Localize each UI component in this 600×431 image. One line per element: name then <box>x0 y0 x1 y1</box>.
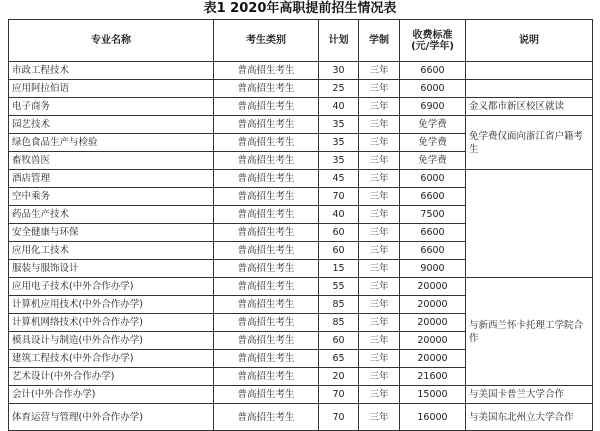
cell-fee: 16000 <box>400 404 466 431</box>
cell-plan: 45 <box>319 170 359 188</box>
cell-major: 计算机网络技术(中外合作办学) <box>9 314 214 332</box>
cell-fee: 6000 <box>400 80 466 98</box>
cell-category: 普高招生考生 <box>214 260 319 278</box>
cell-category: 普高招生考生 <box>214 350 319 368</box>
cell-category: 普高招生考生 <box>214 314 319 332</box>
cell-note-empty <box>466 170 593 278</box>
cell-fee: 6000 <box>400 170 466 188</box>
cell-note: 免学费仅面向浙江省户籍考生 <box>466 116 593 170</box>
cell-plan: 85 <box>319 314 359 332</box>
cell-major: 酒店管理 <box>9 170 214 188</box>
cell-duration: 三年 <box>359 98 400 116</box>
cell-plan: 35 <box>319 152 359 170</box>
cell-major: 市政工程技术 <box>9 62 214 80</box>
cell-duration: 三年 <box>359 170 400 188</box>
cell-fee: 6600 <box>400 62 466 80</box>
cell-fee: 6600 <box>400 224 466 242</box>
table-row <box>9 386 593 404</box>
header-note: 说明 <box>466 20 593 62</box>
cell-fee: 21600 <box>400 368 466 386</box>
cell-fee: 7500 <box>400 206 466 224</box>
cell-category: 普高招生考生 <box>214 116 319 134</box>
cell-category: 普高招生考生 <box>214 404 319 431</box>
cell-plan: 40 <box>319 98 359 116</box>
cell-major: 应用化工技术 <box>9 242 214 260</box>
header-major: 专业名称 <box>9 20 214 62</box>
cell-note: 与美国卡普兰大学合作 <box>466 386 593 404</box>
table-row <box>9 80 593 98</box>
table-row <box>9 62 593 80</box>
cell-plan: 55 <box>319 278 359 296</box>
table-row <box>9 170 593 188</box>
cell-duration: 三年 <box>359 134 400 152</box>
cell-major: 体育运营与管理(中外合作办学) <box>9 404 214 431</box>
cell-fee: 20000 <box>400 332 466 350</box>
cell-fee: 6600 <box>400 242 466 260</box>
cell-fee: 15000 <box>400 386 466 404</box>
header-fee: 收费标准 (元/学年) <box>400 20 466 62</box>
cell-duration: 三年 <box>359 368 400 386</box>
cell-plan: 60 <box>319 224 359 242</box>
cell-category: 普高招生考生 <box>214 206 319 224</box>
cell-duration: 三年 <box>359 80 400 98</box>
cell-category: 普高招生考生 <box>214 224 319 242</box>
cell-fee: 6600 <box>400 188 466 206</box>
cell-category: 普高招生考生 <box>214 98 319 116</box>
cell-duration: 三年 <box>359 350 400 368</box>
cell-fee: 免学费 <box>400 116 466 134</box>
cell-major: 园艺技术 <box>9 116 214 134</box>
cell-fee: 9000 <box>400 260 466 278</box>
cell-note: 金义都市新区校区就读 <box>466 98 593 116</box>
cell-note: 与新西兰怀卡托理工学院合作 <box>466 278 593 386</box>
cell-major: 艺术设计(中外合作办学) <box>9 368 214 386</box>
cell-duration: 三年 <box>359 242 400 260</box>
cell-fee: 免学费 <box>400 134 466 152</box>
cell-category: 普高招生考生 <box>214 80 319 98</box>
cell-plan: 20 <box>319 368 359 386</box>
cell-note: 与美国东北州立大学合作 <box>466 404 593 431</box>
table-row <box>9 404 593 431</box>
cell-fee: 20000 <box>400 314 466 332</box>
cell-category: 普高招生考生 <box>214 188 319 206</box>
cell-duration: 三年 <box>359 62 400 80</box>
header-row <box>9 20 593 62</box>
cell-category: 普高招生考生 <box>214 242 319 260</box>
cell-category: 普高招生考生 <box>214 134 319 152</box>
table-row <box>9 98 593 116</box>
admissions-table <box>8 19 593 431</box>
cell-plan: 85 <box>319 296 359 314</box>
cell-major: 建筑工程技术(中外合作办学) <box>9 350 214 368</box>
cell-plan: 35 <box>319 134 359 152</box>
cell-fee: 20000 <box>400 350 466 368</box>
cell-category: 普高招生考生 <box>214 278 319 296</box>
cell-fee: 免学费 <box>400 152 466 170</box>
cell-fee: 20000 <box>400 296 466 314</box>
cell-duration: 三年 <box>359 404 400 431</box>
cell-category: 普高招生考生 <box>214 332 319 350</box>
cell-major: 空中乘务 <box>9 188 214 206</box>
cell-plan: 70 <box>319 188 359 206</box>
cell-plan: 60 <box>319 332 359 350</box>
cell-plan: 35 <box>319 116 359 134</box>
table-row <box>9 116 593 134</box>
cell-plan: 70 <box>319 386 359 404</box>
cell-plan: 25 <box>319 80 359 98</box>
cell-plan: 70 <box>319 404 359 431</box>
cell-major: 应用阿拉伯语 <box>9 80 214 98</box>
cell-fee: 6900 <box>400 98 466 116</box>
cell-category: 普高招生考生 <box>214 170 319 188</box>
cell-note-empty <box>466 62 593 80</box>
cell-duration: 三年 <box>359 188 400 206</box>
cell-category: 普高招生考生 <box>214 62 319 80</box>
cell-major: 绿色食品生产与检验 <box>9 134 214 152</box>
cell-duration: 三年 <box>359 386 400 404</box>
header-category: 考生类别 <box>214 20 319 62</box>
header-duration: 学制 <box>359 20 400 62</box>
cell-major: 模具设计与制造(中外合作办学) <box>9 332 214 350</box>
cell-fee: 20000 <box>400 278 466 296</box>
cell-duration: 三年 <box>359 296 400 314</box>
cell-duration: 三年 <box>359 332 400 350</box>
cell-plan: 30 <box>319 62 359 80</box>
cell-category: 普高招生考生 <box>214 368 319 386</box>
cell-category: 普高招生考生 <box>214 152 319 170</box>
cell-duration: 三年 <box>359 260 400 278</box>
header-plan: 计划 <box>319 20 359 62</box>
cell-duration: 三年 <box>359 314 400 332</box>
cell-major: 计算机应用技术(中外合作办学) <box>9 296 214 314</box>
cell-plan: 65 <box>319 350 359 368</box>
cell-major: 会计(中外合作办学) <box>9 386 214 404</box>
table-row <box>9 278 593 296</box>
cell-major: 服装与服饰设计 <box>9 260 214 278</box>
cell-duration: 三年 <box>359 224 400 242</box>
cell-major: 应用电子技术(中外合作办学) <box>9 278 214 296</box>
cell-major: 电子商务 <box>9 98 214 116</box>
cell-category: 普高招生考生 <box>214 296 319 314</box>
cell-note-empty <box>466 80 593 98</box>
cell-duration: 三年 <box>359 152 400 170</box>
cell-duration: 三年 <box>359 116 400 134</box>
cell-plan: 40 <box>319 206 359 224</box>
cell-duration: 三年 <box>359 278 400 296</box>
cell-major: 药品生产技术 <box>9 206 214 224</box>
cell-major: 畜牧兽医 <box>9 152 214 170</box>
cell-duration: 三年 <box>359 206 400 224</box>
cell-major: 安全健康与环保 <box>9 224 214 242</box>
table-title: 表1 2020年高职提前招生情况表 <box>203 1 397 16</box>
cell-plan: 60 <box>319 242 359 260</box>
cell-plan: 15 <box>319 260 359 278</box>
cell-category: 普高招生考生 <box>214 386 319 404</box>
